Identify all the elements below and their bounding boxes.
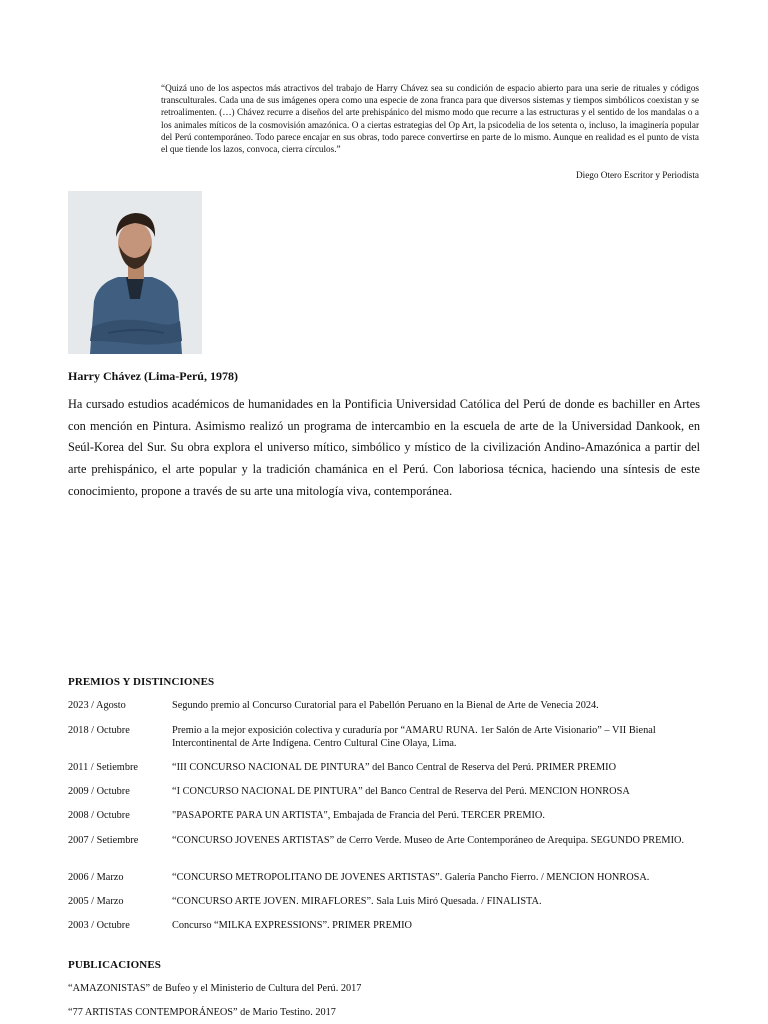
award-description: Concurso “MILKA EXPRESSIONS”. PRIMER PREMIO bbox=[172, 920, 412, 931]
award-date: 2006 / Marzo bbox=[68, 872, 124, 883]
award-date: 2003 / Octubre bbox=[68, 920, 130, 931]
award-date: 2011 / Setiembre bbox=[68, 762, 138, 773]
award-description: “I CONCURSO NACIONAL DE PINTURA” del Banco Central de Reserva del Perú. MENCION HONROSA bbox=[172, 786, 630, 797]
award-date: 2023 / Agosto bbox=[68, 700, 126, 711]
publication-item: “AMAZONISTAS” de Bufeo y el Ministerio de Cultura del Perú. 2017 bbox=[68, 983, 362, 994]
artist-name-heading: Harry Chávez (Lima-Perú, 1978) bbox=[68, 369, 238, 383]
award-description: “CONCURSO ARTE JOVEN. MIRAFLORES”. Sala Luis Miró Quesada. / FINALISTA. bbox=[172, 896, 542, 907]
award-description: "PASAPORTE PARA UN ARTISTA", Embajada de Francia del Perú. TERCER PREMIO. bbox=[172, 810, 545, 821]
award-date: 2009 / Octubre bbox=[68, 786, 130, 797]
award-description: Segundo premio al Concurso Curatorial para el Pabellón Peruano en la Bienal de Arte de Venecia 2024. bbox=[172, 700, 599, 711]
quote-text: “Quizá uno de los aspectos más atractivos del trabajo de Harry Chávez sea su condición de espacio abierto para una serie de rituales y códigos transculturales. Cada una de sus imágenes opera como una especie de zona franca para que diversos sistemas y tiempos simbólicos coexistan y se retroalimenten. (…) Chávez recurre a diseños del arte prehispánico del mismo modo que recurre a las estructuras y el sentido de los mandalas o a los animales míticos de la cosmovisión amazónica. O a ciertas estrategias del Op Art, la psicodelia de los setenta o, incluso, la imaginería popular del Perú contemporáneo. Todo parece encajar en sus obras, todo parece convertirse en parte de lo mismo. Aunque en realidad es el punto de vista el que tiende los lazos, convoca, cierra círculos.” bbox=[161, 83, 699, 155]
award-description: Premio a la mejor exposición colectiva y curaduría por “AMARU RUNA. 1er Salón de Arte Visionario” – VII Bienal Intercontinental de Arte Indígena. Centro Cultural Cine Olaya, Lima. bbox=[172, 725, 656, 749]
publications-title: PUBLICACIONES bbox=[68, 959, 161, 971]
publication-item: “77 ARTISTAS CONTEMPORÁNEOS” de Mario Testino. 2017 bbox=[68, 1007, 336, 1018]
artist-portrait bbox=[68, 191, 202, 354]
awards-title: PREMIOS Y DISTINCIONES bbox=[68, 676, 215, 688]
award-description: “CONCURSO METROPOLITANO DE JOVENES ARTISTAS”. Galería Pancho Fierro. / MENCION HONROSA. bbox=[172, 872, 650, 883]
bio-paragraph: Ha cursado estudios académicos de humanidades en la Pontificia Universidad Católica del Perú de donde es bachiller en Artes con mención en Pintura. Asimismo realizó un programa de intercambio en la escuela de arte de la Universidad Dankook, en Seúl-Korea del Sur. Su obra explora el universo mítico, simbólico y místico de la civilización Andino-Amazónica a partir del arte prehispánico, el arte popular y la tradición chamánica en el Perú. Con laboriosa técnica, haciendo una síntesis de este conocimiento, propone a través de su arte una mitología viva, contemporánea. bbox=[68, 397, 700, 498]
award-date: 2018 / Octubre bbox=[68, 725, 130, 736]
quote-author: Diego Otero Escritor y Periodista bbox=[576, 170, 699, 180]
award-description: “III CONCURSO NACIONAL DE PINTURA” del Banco Central de Reserva del Perú. PRIMER PREMIO bbox=[172, 762, 617, 773]
award-date: 2005 / Marzo bbox=[68, 896, 124, 907]
award-date: 2008 / Octubre bbox=[68, 810, 130, 821]
award-description: “CONCURSO JOVENES ARTISTAS” de Cerro Verde. Museo de Arte Contemporáneo de Arequipa. SEGUNDO PREMIO. bbox=[172, 835, 685, 846]
award-date: 2007 / Setiembre bbox=[68, 835, 139, 846]
